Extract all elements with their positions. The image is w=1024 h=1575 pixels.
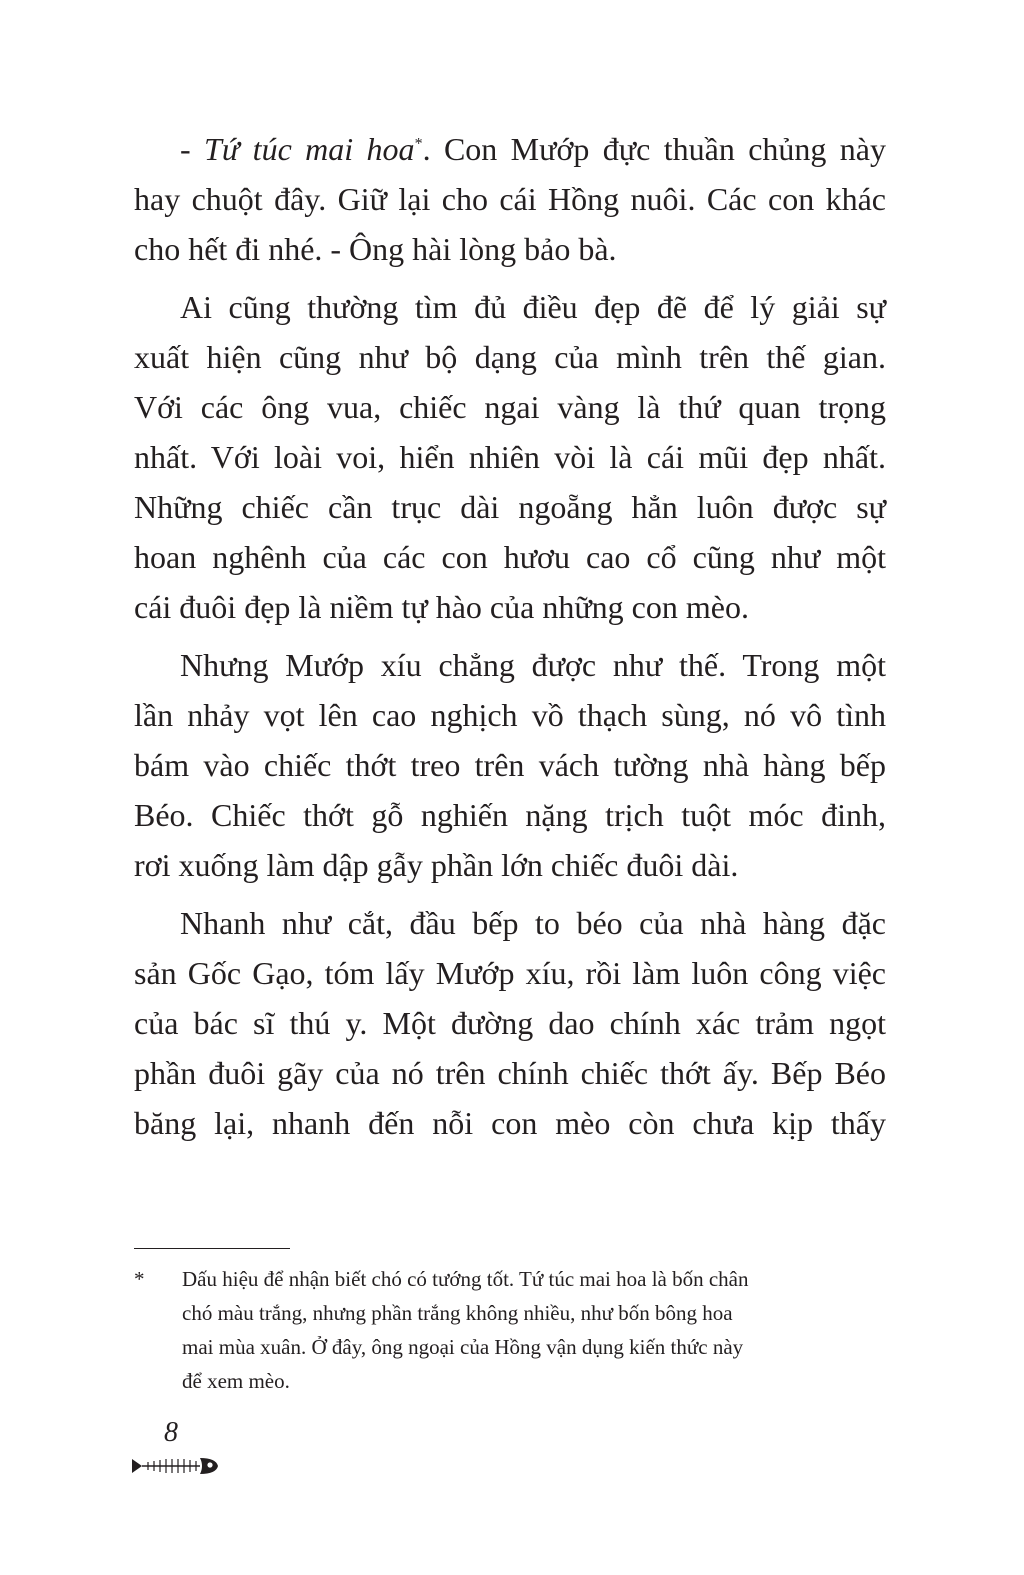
page-number: 8 (164, 1417, 178, 1448)
text-line: của bác sĩ thú y. Một đường dao chính xác trảm ngọt (134, 1005, 886, 1041)
fish-bone-icon (130, 1455, 220, 1477)
footnote-line: mai mùa xuân. Ở đây, ông ngoại của Hồng vận dụng kiến thức này (182, 1335, 744, 1359)
text-line: rơi xuống làm dập gẫy phần lớn chiếc đuôi dài. (134, 847, 739, 883)
text-line: hoan nghênh của các con hươu cao cổ cũng như một (134, 539, 886, 575)
text-line: băng lại, nhanh đến nỗi con mèo còn chưa kịp thấy (134, 1105, 886, 1141)
text-line: - Tứ túc mai hoa*. Con Mướp đực thuần chủng này (180, 131, 887, 167)
text-line: sản Gốc Gạo, tóm lấy Mướp xíu, rồi làm luôn công việc (134, 955, 886, 991)
text-line: Ai cũng thường tìm đủ điều đẹp đẽ để lý giải sự (180, 289, 886, 325)
footnote-line: để xem mèo. (182, 1369, 290, 1393)
footnote-text (182, 1262, 886, 1398)
footnote-line: Dấu hiệu để nhận biết chó có tướng tốt. Tứ túc mai hoa là bốn chân (182, 1267, 749, 1291)
paragraph-3 (134, 640, 886, 890)
text-line: Béo. Chiếc thớt gỗ nghiến nặng trịch tuột móc đinh, (134, 797, 886, 833)
paragraph-2 (134, 282, 886, 632)
text-line: cái đuôi đẹp là niềm tự hào của những con mèo. (134, 589, 749, 625)
paragraph-1 (134, 124, 886, 274)
text-line: Với các ông vua, chiếc ngai vàng là thứ quan trọng (134, 389, 886, 425)
text-line: Nhanh như cắt, đầu bếp to béo của nhà hàng đặc (180, 905, 886, 941)
footnote-line: chó màu trắng, nhưng phần trắng không nhiều, như bốn bông hoa (182, 1301, 733, 1325)
footnote-marker: * (134, 1267, 145, 1291)
footnote-divider (134, 1248, 290, 1249)
text-line: cho hết đi nhé. - Ông hài lòng bảo bà. (134, 231, 617, 267)
text-line: Những chiếc cần trục dài ngoẵng hẳn luôn được sự (134, 489, 886, 525)
footnote-reference: * (414, 135, 423, 153)
text-line: xuất hiện cũng như bộ dạng của mình trên thế gian. (134, 339, 886, 375)
text-line: phần đuôi gãy của nó trên chính chiếc thớt ấy. Bếp Béo (134, 1055, 886, 1091)
text-line: nhất. Với loài voi, hiển nhiên vòi là cái mũi đẹp nhất. (134, 439, 886, 475)
text-line: bám vào chiếc thớt treo trên vách tường nhà hàng bếp (134, 747, 886, 783)
text-line: Nhưng Mướp xíu chẳng được như thế. Trong một (180, 647, 886, 683)
paragraph-4 (134, 898, 886, 1148)
text-line: hay chuột đây. Giữ lại cho cái Hồng nuôi. Các con khác (134, 181, 886, 217)
italic-term: Tứ túc mai hoa (204, 131, 415, 167)
text-line: lần nhảy vọt lên cao nghịch vồ thạch sùng, nó vô tình (134, 697, 886, 733)
body-text (134, 124, 886, 1156)
